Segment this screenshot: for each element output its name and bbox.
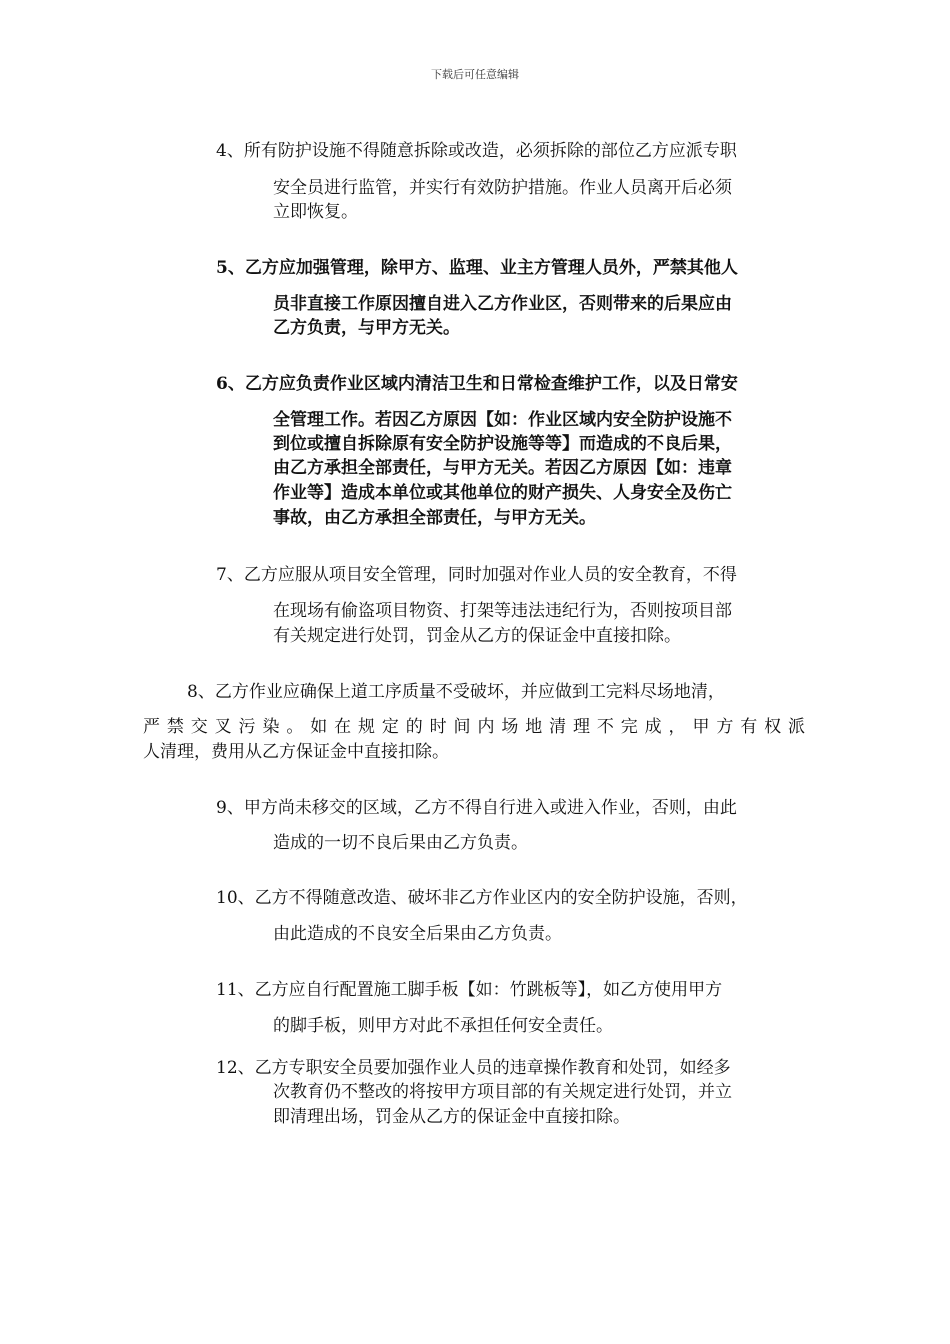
clause-12-line-1: 12、乙方专职安全员要加强作业人员的违章操作教育和处罚，如经多 [216, 1058, 731, 1078]
clause-4-line-1: 4、所有防护设施不得随意拆除或改造，必须拆除的部位乙方应派专职 [216, 141, 737, 161]
clause-7-line-2: 在现场有偷盗项目物资、打架等违法违纪行为，否则按项目部 [273, 601, 732, 621]
clause-12-line-2: 次教育仍不整改的将按甲方项目部的有关规定进行处罚，并立 [273, 1082, 732, 1102]
clause-4-line-2: 安全员进行监管，并实行有效防护措施。作业人员离开后必须 [273, 178, 732, 198]
clause-7-line-3: 有关规定进行处罚，罚金从乙方的保证金中直接扣除。 [273, 626, 681, 646]
clause-5-line-1: 5、乙方应加强管理，除甲方、监理、业主方管理人员外，严禁其他人 [216, 258, 738, 278]
clause-5-line-3: 乙方负责，与甲方无关。 [273, 318, 460, 338]
clause-6-line-5: 作业等】造成本单位或其他单位的财产损失、人身安全及伤亡 [273, 483, 732, 503]
clause-6-line-1: 6、乙方应负责作业区域内清洁卫生和日常检查维护工作，以及日常安 [216, 374, 738, 394]
clause-11-line-1: 11、乙方应自行配置施工脚手板【如：竹跳板等】，如乙方使用甲方 [216, 980, 723, 1000]
clause-8-line-2: 严禁交叉污染。如在规定的时间内场地清理不完成，甲方有权派 [143, 717, 805, 737]
clause-4-line-3: 立即恢复。 [273, 202, 358, 222]
clause-11-line-2: 的脚手板，则甲方对此不承担任何安全责任。 [273, 1016, 613, 1036]
clause-10-line-1: 10、乙方不得随意改造、破坏非乙方作业区内的安全防护设施，否则， [216, 888, 748, 908]
clause-12-line-3: 即清理出场，罚金从乙方的保证金中直接扣除。 [273, 1107, 630, 1127]
clause-6-line-2: 全管理工作。若因乙方原因【如：作业区域内安全防护设施不 [273, 410, 732, 430]
clause-5-line-2: 员非直接工作原因擅自进入乙方作业区，否则带来的后果应由 [273, 294, 732, 314]
clause-8-line-1: 8、乙方作业应确保上道工序质量不受破坏，并应做到工完料尽场地清， [187, 682, 725, 702]
page-header: 下载后可任意编辑 [431, 68, 519, 81]
clause-9-line-1: 9、甲方尚未移交的区域，乙方不得自行进入或进入作业，否则，由此 [216, 798, 737, 818]
clause-10-line-2: 由此造成的不良安全后果由乙方负责。 [273, 924, 562, 944]
clause-6-line-4: 由乙方承担全部责任，与甲方无关。若因乙方原因【如：违章 [273, 458, 732, 478]
clause-9-line-2: 造成的一切不良后果由乙方负责。 [273, 833, 528, 853]
clause-7-line-1: 7、乙方应服从项目安全管理，同时加强对作业人员的安全教育，不得 [216, 565, 737, 585]
clause-6-line-6: 事故，由乙方承担全部责任，与甲方无关。 [273, 508, 596, 528]
clause-6-line-3: 到位或擅自拆除原有安全防护设施等等】而造成的不良后果， [273, 434, 732, 454]
clause-8-line-3: 人清理，费用从乙方保证金中直接扣除。 [143, 742, 449, 762]
